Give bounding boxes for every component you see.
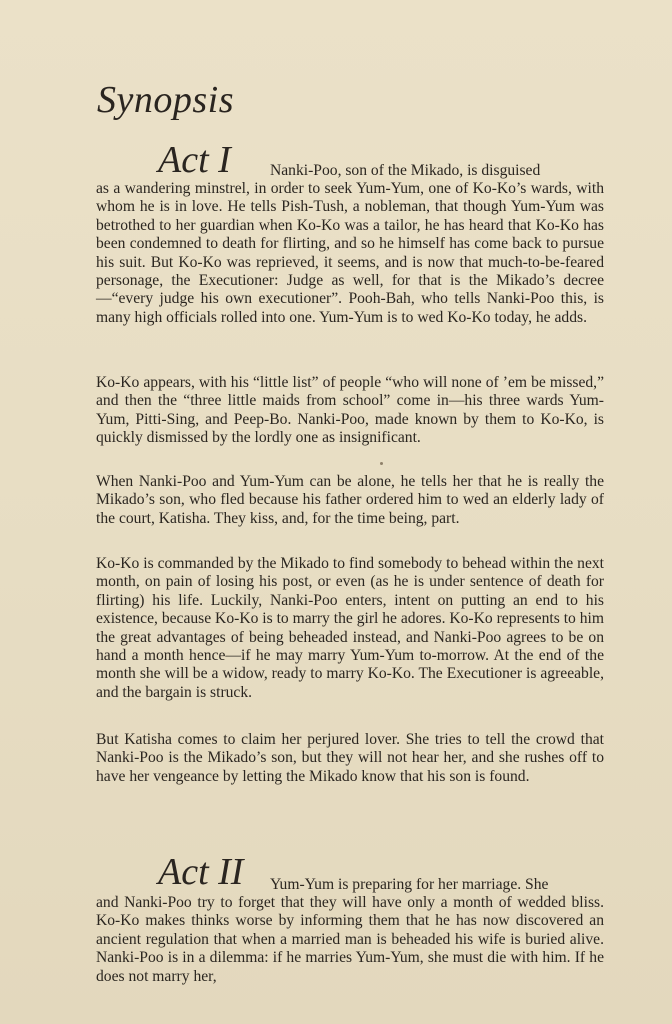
act-1-lead-line: Nanki-Poo, son of the Mikado, is disguised: [270, 162, 541, 179]
act-1-paragraph-2: Ko-Ko appears, with his “little list” of people “who will none of ’em be missed,” and then the “three little maids from school” come in—his three wards Yum-Yum, Pitti-Sing, and Peep-Bo. Nanki-Poo, made known by them to Ko-Ko, is quickly dismissed by the lordly one as insignificant.: [96, 374, 604, 447]
act-1-heading: Act I: [158, 139, 231, 181]
act-1-paragraph-4: Ko-Ko is commanded by the Mikado to find somebody to behead within the next month, on pain of losing his post, or even (as he is under sentence of death for flirting) his life. Luckily, Nanki-Poo enters, intent on putting an end to his existence, because Ko-Ko is to marry the girl he adores. Ko-Ko represents to him the great advantages of being beheaded instead, and Nanki-Poo agrees to be on hand a month hence—if he may marry Yum-Yum to-morrow. At the end of the month she will be a widow, ready to marry Ko-Ko. The Executioner is agreeable, and the bargain is struck.: [96, 555, 604, 701]
act-2-paragraph-1: and Nanki-Poo try to forget that they will have only a month of wedded bliss. Ko-Ko makes thinks worse by informing them that he has now discovered an ancient regulation that when a married man is beheaded his wife is buried alive. Nanki-Poo is in a dilemma: if he marries Yum-Yum, she must die with him. If he does not marry her,: [96, 894, 604, 985]
act-1-paragraph-3: When Nanki-Poo and Yum-Yum can be alone, he tells her that he is really the Mikado’s son, who fled because his father ordered him to wed an elderly lady of the court, Katisha. They kiss, and, for the time being, part.: [96, 473, 604, 527]
act-1-paragraph-5: But Katisha comes to claim her perjured lover. She tries to tell the crowd that Nanki-Poo is the Mikado’s son, but they will not hear her, and she rushes off to have her vengeance by letting the Mikado know that his son is found.: [96, 731, 604, 785]
paper-speck: [380, 462, 383, 465]
act-2-heading: Act II: [158, 851, 244, 893]
act-1-paragraph-1: as a wandering minstrel, in order to seek Yum-Yum, one of Ko-Ko’s wards, with whom he is in love. He tells Pish-Tush, a nobleman, that though Yum-Yum was betrothed to her guardian when Ko-Ko was a tailor, he has heard that Ko-Ko has been condemned to death for flirting, and so he himself has come back to pursue his suit. But Ko-Ko was reprieved, it seems, and is now that much-to-be-feared personage, the Executioner: Judge as well, for that is the Mikado’s decree—“every judge his own executioner”. Pooh-Bah, who tells Nanki-Poo this, is many high officials rolled into one. Yum-Yum is to wed Ko-Ko today, he adds.: [96, 180, 604, 326]
act-2-lead-line: Yum-Yum is preparing for her marriage. She: [270, 876, 549, 893]
page-title: Synopsis: [97, 79, 234, 121]
